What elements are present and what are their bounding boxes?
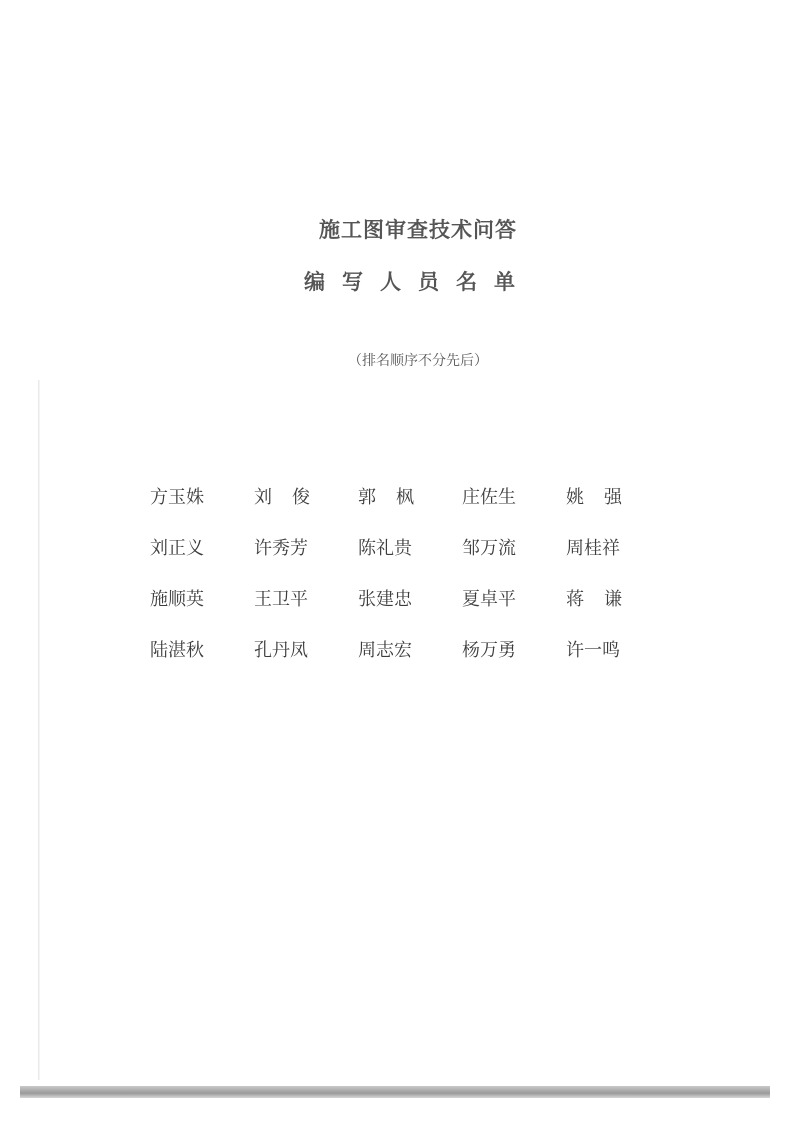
author-name: 陈礼贵: [358, 537, 412, 559]
ordering-note: （排名顺序不分先后）: [348, 353, 488, 369]
document-title: 施工图审查技术问答: [319, 218, 517, 242]
author-name: 方玉姝: [150, 486, 204, 508]
name-row: [150, 623, 670, 674]
name-row: [150, 521, 670, 572]
scan-left-edge: [38, 380, 40, 1080]
author-name: 蒋谦: [566, 588, 642, 610]
author-name: 陆湛秋: [150, 639, 204, 661]
author-name: 刘正义: [150, 537, 204, 559]
author-name: 许秀芳: [254, 537, 308, 559]
author-name: 邹万流: [462, 537, 516, 559]
author-name: 郭枫: [358, 486, 434, 508]
author-name: 周桂祥: [566, 537, 620, 559]
author-name: 许一鸣: [566, 639, 620, 661]
name-row: [150, 572, 670, 623]
name-row: [150, 470, 670, 521]
author-name: 王卫平: [254, 588, 308, 610]
scan-bottom-edge: [20, 1086, 770, 1098]
author-name: 姚强: [566, 486, 642, 508]
document-subtitle: 编写人员名单: [304, 270, 532, 294]
author-name: 张建忠: [358, 588, 412, 610]
author-name: 孔丹凤: [254, 639, 308, 661]
author-name-grid: [150, 470, 670, 674]
author-name: 刘俊: [254, 486, 330, 508]
author-name: 夏卓平: [462, 588, 516, 610]
author-name: 杨万勇: [462, 639, 516, 661]
author-name: 庄佐生: [462, 486, 516, 508]
author-name: 施顺英: [150, 588, 204, 610]
author-name: 周志宏: [358, 639, 412, 661]
